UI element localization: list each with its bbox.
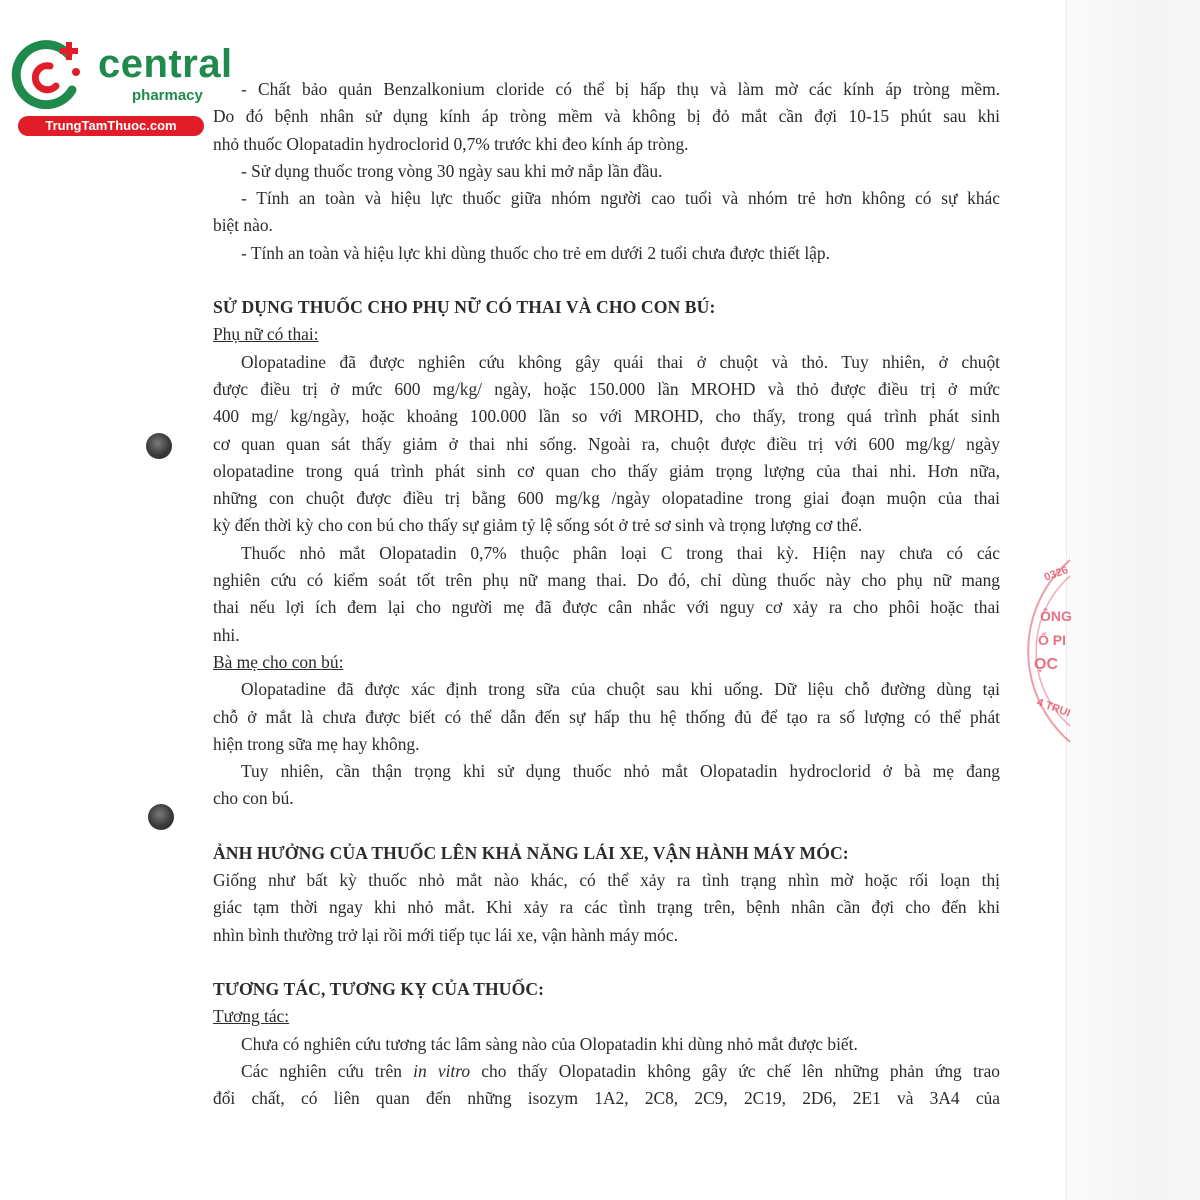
p8-line1: Tuy nhiên, cần thận trọng khi sử dụng thuốc nhỏ mắt Olopatadin hydroclorid ở bà mẹ đang (241, 761, 1000, 782)
stamp-text-2: ÔNG (1040, 608, 1072, 624)
logo-mark-icon (10, 36, 88, 114)
stamp-text-1: 0326 (1042, 564, 1070, 584)
p11-italic: in vitro (413, 1060, 471, 1081)
p1-line3: nhỏ thuốc Olopatadin hydroclorid 0,7% trước khi đeo kính áp tròng. (213, 133, 689, 154)
stamp-text-5: 4 TRUI (1034, 696, 1072, 720)
p3-line2: biệt nào. (213, 215, 273, 236)
red-stamp-fragment (1022, 556, 1072, 746)
p5-line7: kỳ đến thời kỳ cho con bú cho thấy sự giảm tỷ lệ sống sót ở trẻ sơ sinh và trọng lượng cơ thể. (213, 515, 863, 536)
p7-line2: chỗ ở mắt là chưa được biết có thể dẫn đến sự hấp thu hệ thống đủ để tạo ra số lượng có thể phát (213, 706, 1000, 727)
p1-line2: Do đó bệnh nhân sử dụng kính áp tròng mềm và không bị đỏ mắt cần đợi 10-15 phút sau khi (213, 106, 1000, 127)
p5-line1: Olopatadine đã được nghiên cứu không gây quái thai ở chuột và thỏ. Tuy nhiên, ở chuột (241, 351, 1000, 372)
p7-line3: hiện trong sữa mẹ hay không. (213, 733, 420, 754)
heading-driving: ẢNH HƯỞNG CỦA THUỐC LÊN KHẢ NĂNG LÁI XE, VẬN HÀNH MÁY MÓC: (213, 842, 849, 863)
p1-line1: - Chất bảo quản Benzalkonium cloride có thể bị hấp thụ và làm mờ các kính áp tròng mềm. (241, 79, 1000, 99)
p6-line1: Thuốc nhỏ mắt Olopatadin 0,7% thuộc phân loại C trong thai kỳ. Hiện nay chưa có các (241, 542, 1000, 563)
p11-text-a: Các nghiên cứu trên (241, 1060, 414, 1081)
spacer (213, 813, 1000, 840)
p5-line2: được điều trị ở mức 600 mg/kg/ ngày, hoặc 150.000 lần MROHD và thỏ được điều trị ở mức (213, 378, 1000, 399)
punch-hole-bottom (148, 804, 174, 830)
p5-line6: những con chuột được điều trị bằng 600 mg/kg /ngày olopatadine trong giai đoạn muộn của thai (213, 488, 1000, 509)
p9-line2: giác tạm thời ngay khi nhỏ mắt. Khi xảy ra các tình trạng trên, bệnh nhân cần đợi cho đến khi (213, 897, 1000, 918)
p5-line5: olopatadine trong quá trình phát sinh cơ quan cho thấy giảm trọng lượng của thai nhi. Hơn nữa, (213, 460, 1000, 481)
spacer (213, 267, 1000, 294)
central-pharmacy-logo[interactable] (10, 36, 233, 136)
p3-line1: - Tính an toàn và hiệu lực thuốc giữa nhóm người cao tuổi và nhóm trẻ hơn không có sự khác (241, 188, 1000, 209)
p9-line3: nhìn bình thường trở lại rồi mới tiếp tục lái xe, vận hành máy móc. (213, 924, 678, 945)
punch-hole-top (146, 433, 172, 459)
subheading-breastfeeding: Bà mẹ cho con bú: (213, 651, 344, 672)
p5-line3: 400 mg/ kg/ngày, hoặc khoảng 100.000 lần so với MROHD, cho thấy, trong quá trình phát sinh (213, 406, 1000, 427)
logo-subtitle: pharmacy (132, 87, 203, 104)
logo-wordmark: central (98, 42, 233, 86)
heading-pregnancy: SỬ DỤNG THUỐC CHO PHỤ NỮ CÓ THAI VÀ CHO CON BÚ: (213, 297, 716, 318)
p11-text-b: cho thấy Olopatadin không gây ức chế lên những phản ứng trao (470, 1060, 1000, 1081)
p7-line1: Olopatadine đã được xác định trong sữa của chuột sau khi uống. Dữ liệu chỗ đường dùng tại (241, 679, 1000, 700)
subheading-interactions: Tương tác: (213, 1006, 290, 1027)
p2-line: - Sử dụng thuốc trong vòng 30 ngày sau khi mở nắp lần đầu. (241, 160, 663, 181)
logo-url-badge[interactable]: TrungTamThuoc.com (18, 116, 204, 136)
spacer (213, 949, 1000, 976)
p10-line: Chưa có nghiên cứu tương tác lâm sàng nào của Olopatadin khi dùng nhỏ mắt được biết. (241, 1033, 858, 1054)
stamp-text-4: ỌC (1034, 656, 1058, 673)
p6-line3: thai nếu lợi ích đem lại cho người mẹ đã được cân nhắc với nguy cơ xảy ra cho phôi hoặc thai (213, 597, 1000, 618)
stamp-text-3: Ổ PI (1038, 632, 1067, 648)
scan-edge (1066, 0, 1200, 1200)
p11-line2: đổi chất, có liên quan đến những isozym 1A2, 2C8, 2C9, 2C19, 2D6, 2E1 và 3A4 của (213, 1088, 1000, 1109)
p11-line1 (213, 1058, 1000, 1085)
heading-interactions: TƯƠNG TÁC, TƯƠNG KỴ CỦA THUỐC: (213, 978, 545, 999)
subheading-pregnant-women: Phụ nữ có thai: (213, 324, 319, 345)
p8-line2: cho con bú. (213, 788, 294, 809)
leaflet-text (213, 76, 1000, 1112)
p6-line2: nghiên cứu có kiểm soát tốt trên phụ nữ mang thai. Do đó, chỉ dùng thuốc này cho phụ nữ mang (213, 570, 1000, 591)
p6-line4: nhi. (213, 624, 240, 645)
p4-line: - Tính an toàn và hiệu lực khi dùng thuốc cho trẻ em dưới 2 tuổi chưa được thiết lập. (241, 242, 830, 263)
p5-line4: cơ quan quan sát thấy giảm ở thai nhi sống. Ngoài ra, chuột được điều trị với 600 mg/kg/ ngày (213, 433, 1000, 454)
p9-line1: Giống như bất kỳ thuốc nhỏ mắt nào khác, có thể xảy ra tình trạng nhìn mờ hoặc rối loạn thị (213, 870, 1000, 891)
